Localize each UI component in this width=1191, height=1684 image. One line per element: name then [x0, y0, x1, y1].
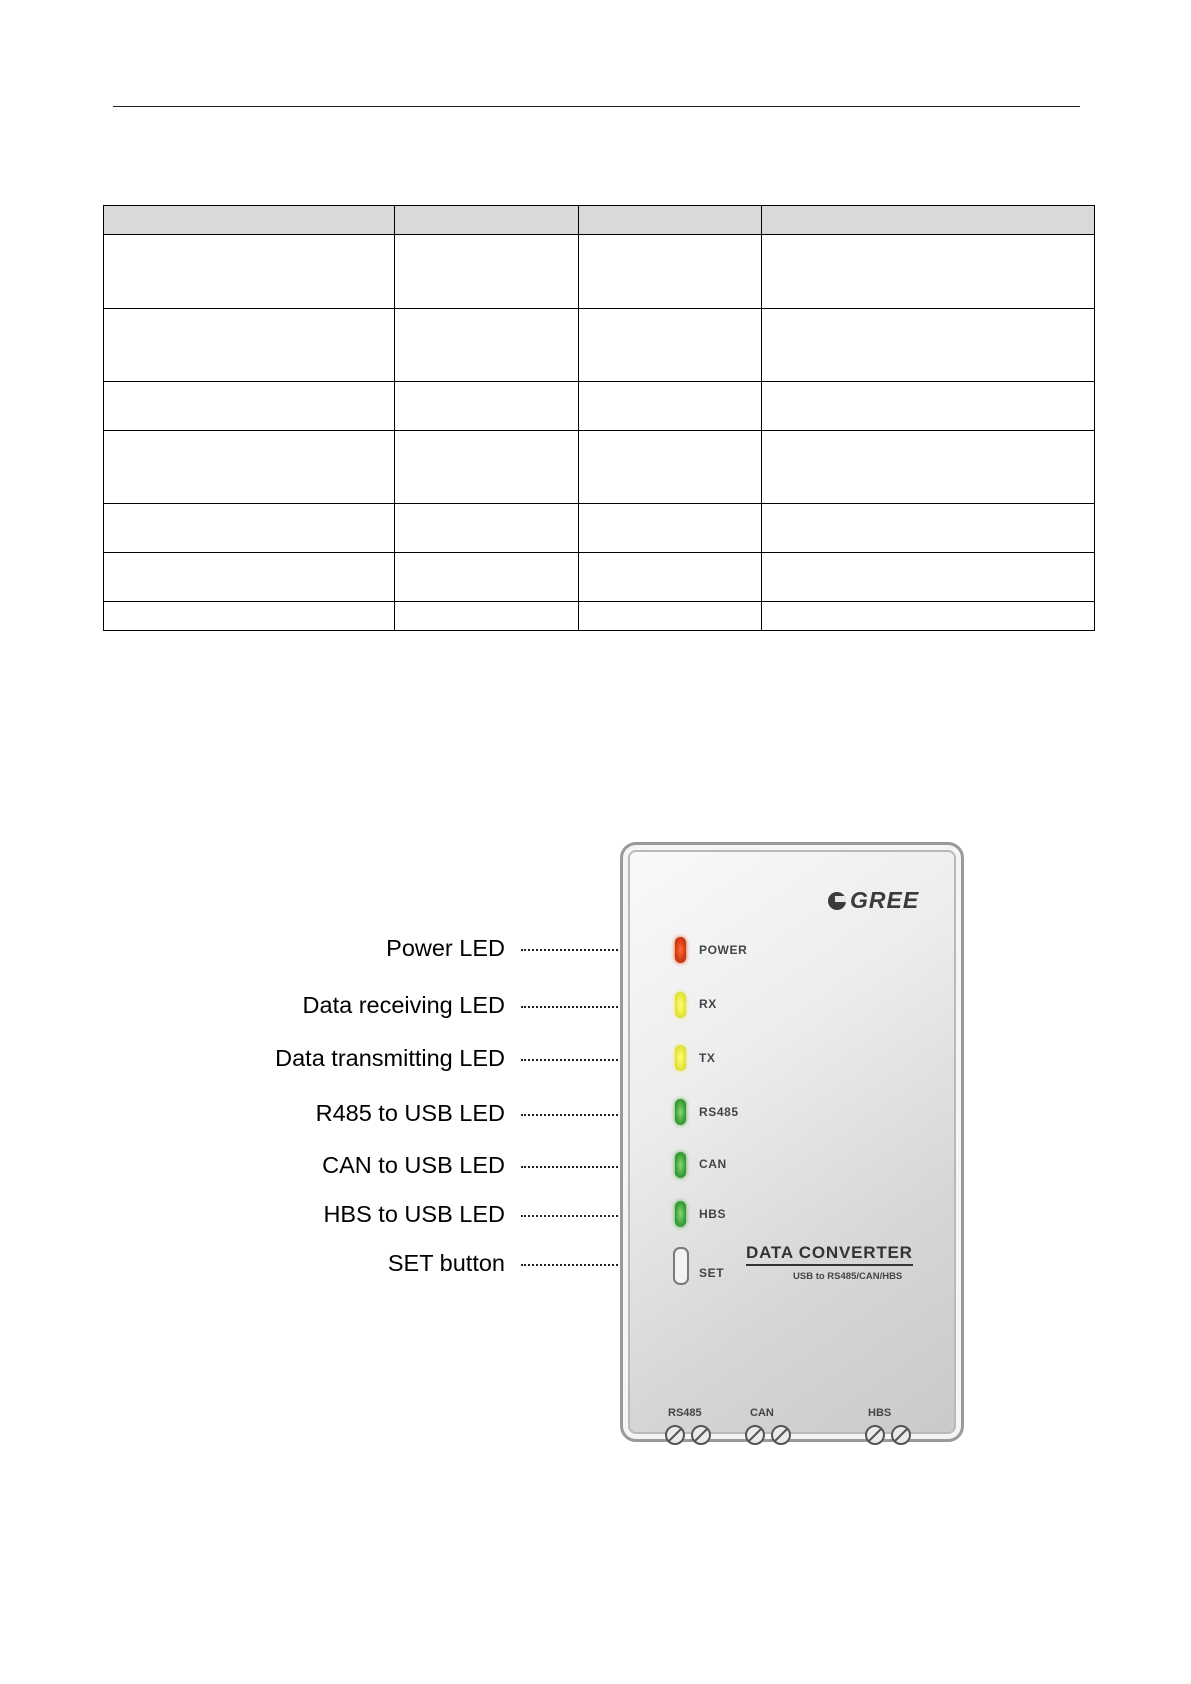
table-cell	[578, 431, 762, 504]
table-cell	[104, 309, 395, 382]
brand-name: GREE	[850, 887, 920, 913]
rs485-led-icon	[675, 1099, 686, 1125]
table-header-cell	[394, 206, 578, 235]
terminal-screw-icon	[771, 1425, 791, 1445]
table-cell	[394, 553, 578, 602]
table-cell	[578, 309, 762, 382]
gree-logo-icon	[828, 892, 846, 910]
callout-rs485-led: R485 to USB LED	[315, 1100, 505, 1126]
power-label: POWER	[699, 943, 748, 957]
callout-tx-led: Data transmitting LED	[275, 1045, 505, 1071]
table-cell	[394, 602, 578, 631]
table-header-row	[104, 206, 1095, 235]
table-cell	[394, 504, 578, 553]
rs485-label: RS485	[699, 1105, 739, 1119]
table-row	[104, 431, 1095, 504]
terminal-screw-icon	[891, 1425, 911, 1445]
table-cell	[578, 602, 762, 631]
device-figure	[0, 820, 1191, 1440]
table-cell	[762, 504, 1095, 553]
terminal-screw-icon	[665, 1425, 685, 1445]
table-cell	[762, 431, 1095, 504]
table-row	[104, 309, 1095, 382]
terminal-screw-icon	[865, 1425, 885, 1445]
table-cell	[578, 504, 762, 553]
table-cell	[578, 553, 762, 602]
rx-label: RX	[699, 997, 717, 1011]
table-cell	[578, 235, 762, 309]
set-label: SET	[699, 1266, 725, 1280]
callout-can-led: CAN to USB LED	[322, 1152, 505, 1178]
port-label-can: CAN	[750, 1407, 774, 1419]
table-row	[104, 602, 1095, 631]
data-converter-device	[620, 842, 964, 1442]
table-cell	[104, 504, 395, 553]
table-cell	[762, 602, 1095, 631]
table-row	[104, 553, 1095, 602]
table-cell	[762, 553, 1095, 602]
terminal-screw-icon	[691, 1425, 711, 1445]
power-led-icon	[675, 937, 686, 963]
device-title: DATA CONVERTER	[746, 1243, 913, 1266]
table-cell	[394, 309, 578, 382]
table-cell	[394, 382, 578, 431]
table-row	[104, 235, 1095, 309]
device-subtitle: USB to RS485/CAN/HBS	[793, 1271, 903, 1282]
callout-rx-led: Data receiving LED	[302, 992, 505, 1018]
callout-set-button: SET button	[387, 1250, 505, 1276]
can-led-icon	[675, 1152, 686, 1178]
hbs-label: HBS	[699, 1207, 727, 1221]
table-cell	[394, 235, 578, 309]
tx-led-icon	[675, 1045, 686, 1071]
set-button[interactable]	[673, 1247, 689, 1285]
spec-table	[103, 205, 1095, 631]
table-cell	[104, 382, 395, 431]
table-header-cell	[578, 206, 762, 235]
table-cell	[104, 235, 395, 309]
table-cell	[762, 309, 1095, 382]
gree-logo	[828, 887, 919, 914]
tx-label: TX	[699, 1051, 716, 1065]
port-label-hbs: HBS	[868, 1407, 892, 1419]
table-cell	[104, 602, 395, 631]
table-cell	[104, 431, 395, 504]
header-rule	[113, 106, 1080, 107]
table-cell	[394, 431, 578, 504]
rx-led-icon	[675, 992, 686, 1018]
table-row	[104, 382, 1095, 431]
table-header-cell	[762, 206, 1095, 235]
table-row	[104, 504, 1095, 553]
table-cell	[104, 553, 395, 602]
table-cell	[762, 382, 1095, 431]
hbs-led-icon	[675, 1201, 686, 1227]
callout-power-led: Power LED	[386, 935, 505, 961]
table-header-cell	[104, 206, 395, 235]
table-cell	[762, 235, 1095, 309]
callout-hbs-led: HBS to USB LED	[323, 1201, 505, 1227]
can-label: CAN	[699, 1157, 727, 1171]
table-cell	[578, 382, 762, 431]
terminal-screw-icon	[745, 1425, 765, 1445]
port-label-rs485: RS485	[668, 1407, 702, 1419]
